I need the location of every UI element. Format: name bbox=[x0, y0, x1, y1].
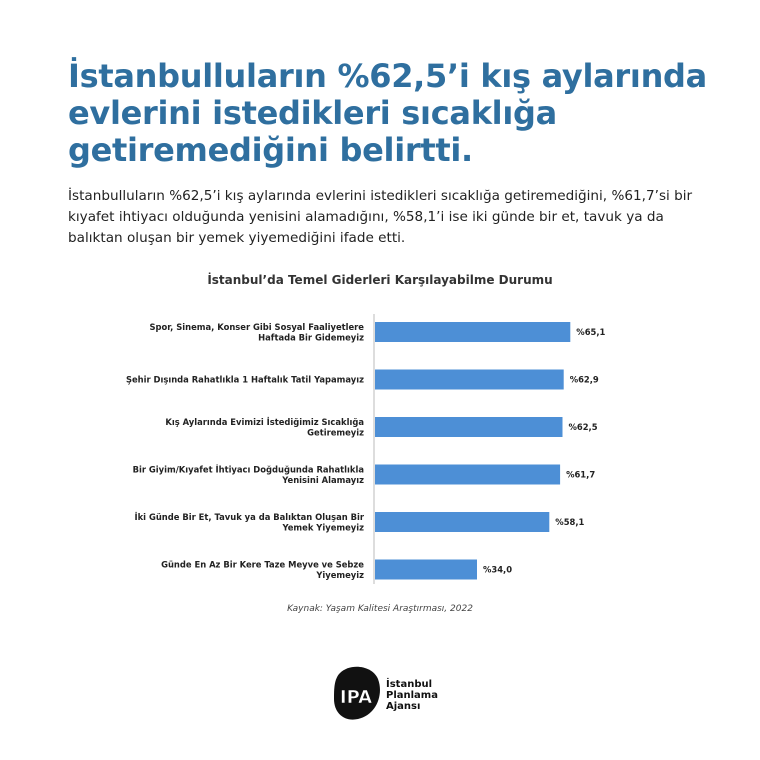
ipa-logo bbox=[328, 665, 468, 725]
category-label-2-line-1: Şehir Dışında Rahatlıkla 1 Haftalık Tatil Yapamayız bbox=[125, 374, 364, 385]
category-label-1-line-1: Spor, Sinema, Konser Gibi Sosyal Faaliyetlere bbox=[149, 321, 364, 332]
category-label-1-line-2: Haftada Bir Gidemeyiz bbox=[258, 332, 364, 343]
category-label-4-line-2: Yenisini Alamayız bbox=[282, 474, 364, 485]
ipa-logo-mark bbox=[328, 665, 384, 723]
value-label-1: %65,1 bbox=[576, 327, 606, 337]
category-label-6-line-2: Yiyemeyiz bbox=[316, 569, 364, 580]
ipa-logo-name-line-1: İstanbul bbox=[386, 679, 433, 690]
ipa-logo-name-line-3: Ajansı bbox=[386, 701, 421, 712]
category-label-4-line-1: Bir Giyim/Kıyafet İhtiyacı Doğduğunda Rahatlıkla bbox=[132, 464, 364, 475]
headline: İstanbulluların %62,5’i kış aylarında evlerini istedikleri sıcaklığa getiremediğini belirtti. bbox=[68, 57, 707, 169]
value-label-2: %62,9 bbox=[569, 374, 599, 385]
bar-3 bbox=[375, 417, 563, 437]
ipa-logo-mark-text: IPA bbox=[339, 687, 373, 708]
value-label-5: %58,1 bbox=[555, 517, 585, 527]
source-note: Kaynak: Yaşam Kalitesi Araştırması, 2022 bbox=[287, 604, 473, 614]
category-label-3-line-2: Getiremeyiz bbox=[307, 427, 364, 438]
value-label-6: %34,0 bbox=[483, 564, 513, 575]
bar-5 bbox=[375, 512, 549, 532]
category-label-3-line-1: Kış Aylarında Evimizi İstediğimiz Sıcaklığa bbox=[165, 416, 364, 427]
bar-6 bbox=[375, 560, 477, 580]
value-label-3: %62,5 bbox=[568, 422, 598, 432]
category-label-5-line-1: İki Günde Bir Et, Tavuk ya da Balıktan Oluşan Bir bbox=[134, 511, 364, 522]
value-label-4: %61,7 bbox=[566, 469, 596, 480]
ipa-logo-name-line-2: Planlama bbox=[386, 690, 438, 701]
bar-4 bbox=[375, 465, 560, 485]
ipa-logo-name bbox=[386, 679, 438, 712]
bar-1 bbox=[375, 322, 570, 342]
category-label-5-line-2: Yemek Yiyemeyiz bbox=[282, 522, 364, 533]
category-label-6-line-1: Günde En Az Bir Kere Taze Meyve ve Sebze bbox=[161, 559, 364, 570]
bar-2 bbox=[375, 370, 564, 390]
lead-paragraph: İstanbulluların %62,5’i kış aylarında evlerini istedikleri sıcaklığa getiremediğini, %61,7’si bir kıyafet ihtiyacı olduğunda yenisini alamadığını, %58,1’i ise iki günde bir et, tavuk ya da balıktan oluşan bir yemek yiyemediğini ifade etti. bbox=[68, 188, 693, 246]
chart-title: İstanbul’da Temel Giderleri Karşılayabilme Durumu bbox=[207, 273, 553, 287]
